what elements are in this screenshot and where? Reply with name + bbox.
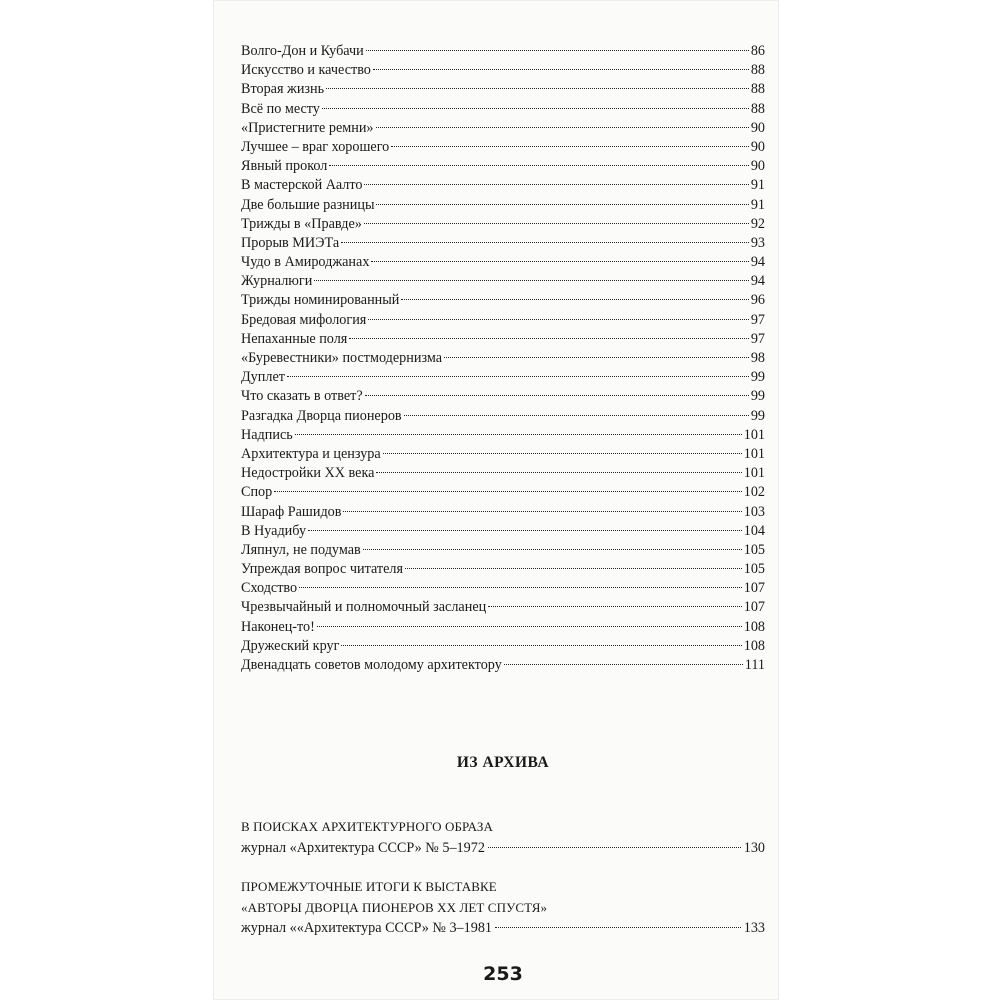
toc-entry-title: Дуплет (241, 369, 285, 386)
toc-entry-title: Непаханные поля (241, 330, 348, 347)
toc-entry (241, 407, 765, 426)
toc-entry-page: 91 (750, 177, 765, 194)
toc-entry-title: Явный прокол (241, 158, 328, 175)
toc-entry-page: 90 (750, 138, 765, 155)
dot-leader (349, 338, 749, 339)
toc-entry (241, 253, 765, 272)
toc-entry-page: 88 (750, 81, 765, 98)
toc-entry (241, 272, 765, 291)
toc-entry-page: 92 (750, 215, 765, 232)
dot-leader (329, 165, 748, 166)
toc-entry-page: 88 (750, 100, 765, 117)
toc-entry (241, 196, 765, 215)
toc-entry (241, 291, 765, 310)
toc-entry-title: Бредовая мифология (241, 311, 367, 328)
toc-entry-page: 108 (743, 637, 765, 654)
dot-leader (383, 453, 742, 454)
dot-leader (368, 319, 748, 320)
toc-entry (241, 80, 765, 99)
toc-entry-title: «Пристегните ремни» (241, 119, 374, 136)
toc-entry-page: 107 (743, 599, 765, 616)
toc-entry-title: Искусство и качество (241, 62, 371, 79)
toc-entry-title: Наконец-то! (241, 618, 315, 635)
entry-source: журнал ««Архитектура СССР» № 3–1981 (241, 920, 493, 936)
toc-entry-title: Разгадка Дворца пионеров (241, 407, 402, 424)
toc-entry-page: 102 (743, 484, 765, 501)
toc-entry (241, 42, 765, 61)
dot-leader (295, 434, 742, 435)
toc-entry (241, 503, 765, 522)
toc-entry-title: В Нуадибу (241, 522, 307, 539)
dot-leader (488, 606, 742, 607)
toc-entry (241, 176, 765, 195)
toc-entry (241, 349, 765, 368)
dot-leader (365, 395, 749, 396)
toc-entry-page: 97 (750, 330, 765, 347)
toc-entry-page: 96 (750, 292, 765, 309)
dot-leader (274, 491, 741, 492)
toc-entry-title: Упреждая вопрос читателя (241, 561, 403, 578)
toc-entry-page: 101 (743, 445, 765, 462)
toc-entry (241, 483, 765, 502)
dot-leader (341, 242, 749, 243)
entry-title: В ПОИСКАХ АРХИТЕКТУРНОГО ОБРАЗА (241, 819, 493, 834)
entry-page-number: 133 (743, 920, 765, 936)
dot-leader (366, 50, 749, 51)
dot-leader (401, 299, 748, 300)
toc-entry-page: 91 (750, 196, 765, 213)
toc-entry-page: 99 (750, 388, 765, 405)
toc-entry-page: 99 (750, 407, 765, 424)
toc-entry-title: Две большие разницы (241, 196, 375, 213)
section-heading: ИЗ АРХИВА (456, 754, 550, 771)
dot-leader (371, 261, 748, 262)
dot-leader (444, 357, 749, 358)
toc-entry-page: 88 (750, 62, 765, 79)
dot-leader (405, 568, 742, 569)
toc-entry-page: 101 (743, 426, 765, 443)
toc-entry-title: «Буревестники» постмодернизма (241, 350, 443, 366)
toc-entry (241, 426, 765, 445)
toc-entry (241, 138, 765, 157)
toc-entry-title: Шараф Рашидов (241, 503, 342, 520)
dot-leader (376, 127, 749, 128)
dot-leader (326, 88, 749, 89)
dot-leader (495, 927, 741, 928)
toc-list (241, 42, 765, 675)
toc-entry-page: 86 (750, 43, 765, 59)
toc-entry-page: 90 (750, 119, 765, 136)
toc-entry-page: 97 (750, 311, 765, 328)
entry-source: журнал «Архитектура СССР» № 5–1972 (241, 839, 485, 856)
toc-entry-title: Трижды в «Правде» (241, 215, 362, 232)
dot-leader (287, 376, 749, 377)
toc-entry-page: 105 (743, 561, 765, 578)
toc-entry (241, 618, 765, 637)
toc-entry-title: Вторая жизнь (241, 81, 325, 98)
archive-entry (241, 877, 765, 939)
toc-entry (241, 330, 765, 349)
entry-source-row (241, 918, 765, 939)
toc-entry-title: Сходство (241, 580, 298, 597)
toc-entry-page: 94 (750, 273, 765, 290)
toc-entry-page: 104 (743, 522, 765, 539)
toc-entry-title: Ляпнул, не подумав (241, 541, 361, 558)
dot-leader (343, 511, 741, 512)
page-number: 253 (483, 963, 523, 985)
toc-entry (241, 387, 765, 406)
toc-entry (241, 311, 765, 330)
toc-entry (241, 100, 765, 119)
toc-entry-page: 108 (743, 618, 765, 635)
toc-entry-title: Надпись (241, 426, 293, 443)
toc-entry (241, 464, 765, 483)
toc-entry (241, 656, 765, 675)
dot-leader (363, 549, 742, 550)
toc-entry-page: 90 (750, 158, 765, 175)
entry-source-row (241, 838, 765, 859)
toc-entry-title: Трижды номинированный (241, 292, 400, 309)
toc-entry-page: 107 (743, 580, 765, 597)
dot-leader (364, 223, 749, 224)
toc-entry-page: 93 (750, 234, 765, 251)
dot-leader (317, 626, 742, 627)
toc-entry-page: 105 (743, 541, 765, 558)
toc-entry-page: 98 (750, 350, 765, 366)
dot-leader (373, 69, 749, 70)
toc-entry-title: Прорыв МИЭТа (241, 234, 340, 251)
toc-entry-page: 94 (750, 254, 765, 271)
toc-entry-title: Что сказать в ответ? (241, 388, 363, 405)
toc-entry (241, 598, 765, 617)
dot-leader (391, 146, 749, 147)
table-of-contents (241, 42, 765, 985)
archive-entry (241, 817, 765, 858)
toc-entry (241, 368, 765, 387)
dot-leader (341, 645, 741, 646)
toc-entry-title: Двенадцать советов молодому архитектору (241, 657, 502, 673)
dot-leader (364, 184, 748, 185)
toc-entry-page: 101 (743, 465, 765, 482)
toc-entry-page: 99 (750, 369, 765, 386)
toc-entry-page: 103 (743, 503, 765, 520)
dot-leader (376, 204, 748, 205)
dot-leader (299, 587, 742, 588)
toc-entry-title: Всё по месту (241, 100, 320, 117)
toc-entry-title: Архитектура и цензура (241, 445, 381, 462)
toc-entry (241, 637, 765, 656)
dot-leader (488, 847, 741, 848)
toc-entry (241, 234, 765, 253)
dot-leader (504, 664, 743, 665)
toc-entry (241, 215, 765, 234)
toc-entry-title: Чрезвычайный и полномочный засланец (241, 599, 487, 616)
dot-leader (322, 108, 749, 109)
toc-entry (241, 445, 765, 464)
toc-entry (241, 541, 765, 560)
toc-entry (241, 61, 765, 80)
toc-entry-title: Спор (241, 484, 273, 501)
toc-entry (241, 579, 765, 598)
toc-entry (241, 560, 765, 579)
toc-entry (241, 157, 765, 176)
toc-entry-title: Волго-Дон и Кубачи (241, 43, 364, 59)
toc-entry-title: Чудо в Амироджанах (241, 254, 370, 271)
toc-entry-title: В мастерской Аалто (241, 177, 363, 194)
toc-entry (241, 522, 765, 541)
toc-entry-title: Журналюги (241, 273, 313, 290)
toc-entry-page: 111 (744, 657, 765, 673)
toc-entry-title: Недостройки ХХ века (241, 465, 375, 482)
entry-page-number: 130 (743, 839, 765, 856)
entry-title-continued: «АВТОРЫ ДВОРЦА ПИОНЕРОВ ХХ ЛЕТ СПУСТЯ» (241, 899, 548, 915)
toc-entry-title: Лучшее – враг хорошего (241, 138, 390, 155)
entry-title: ПРОМЕЖУТОЧНЫЕ ИТОГИ К ВЫСТАВКЕ (241, 879, 497, 894)
dot-leader (404, 415, 749, 416)
dot-leader (314, 280, 749, 281)
toc-entry (241, 119, 765, 138)
toc-entry-title: Дружеский круг (241, 637, 340, 654)
dot-leader (308, 530, 742, 531)
dot-leader (376, 472, 741, 473)
